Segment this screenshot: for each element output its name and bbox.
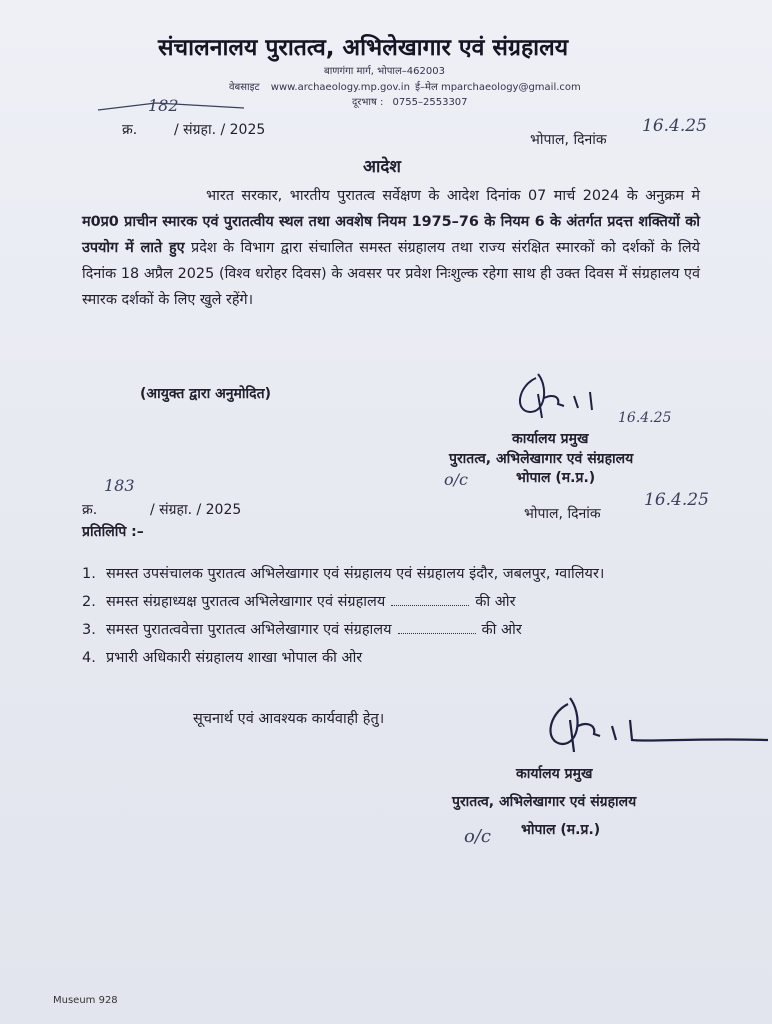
approval-note: (आयुक्त द्वारा अनुमोदित) bbox=[140, 386, 271, 402]
contact-line bbox=[229, 79, 581, 93]
order-body-rule-reference: म0प्र0 प्राचीन स्मारक एवं पुरातत्वीय स्थल तथा अवशेष नियम 1975–76 के नियम 6 के अंतर्गत प्रदत्त शक्तियों को उपयोग में लाते हुए bbox=[82, 214, 700, 256]
ref-suffix-2: / संग्रहा. / 2025 bbox=[150, 502, 242, 518]
phone-line bbox=[352, 94, 468, 108]
copy-heading: प्रतिलिपि :– bbox=[82, 524, 144, 540]
email-label: ई–मेल bbox=[415, 82, 438, 93]
ref-suffix-1: / संग्रहा. / 2025 bbox=[174, 122, 266, 138]
sig1-handwritten-note: o/c bbox=[444, 470, 468, 489]
copy-item-number: 1. bbox=[82, 566, 96, 582]
order-body bbox=[82, 183, 700, 313]
footer-code: Museum 928 bbox=[53, 995, 118, 1006]
sig1-city: भोपाल (म.प्र.) bbox=[516, 470, 596, 486]
copy-item-number: 3. bbox=[82, 622, 96, 638]
copy-item-text: समस्त पुरातत्ववेत्ता पुरातत्व अभिलेखागार एवं संग्रहालय bbox=[106, 622, 392, 638]
sig2-city: भोपाल (म.प्र.) bbox=[521, 822, 601, 838]
phone-label: दूरभाष : bbox=[352, 97, 384, 108]
date-label-1: भोपाल, दिनांक bbox=[530, 132, 607, 148]
order-body-part-1: भारत सरकार, भारतीय पुरातत्व सर्वेक्षण के आदेश दिनांक 07 मार्च 2024 के अनुक्रम मे bbox=[206, 188, 700, 204]
copy-list-item bbox=[82, 619, 762, 641]
copy-item-text: प्रभारी अधिकारी संग्रहालय शाखा भोपाल की ओर bbox=[106, 650, 363, 666]
order-body-part-3: प्रदेश के विभाग द्वारा संचालित समस्त संग्रहालय तथा राज्य संरक्षित स्मारकों को दर्शकों के लिये दिनांक 18 अप्रैल 2025 (विश्व धरोहर दिवस) के अवसर पर प्रवेश निःशुल्क रहेगा साथ ही उक्त दिवस में संग्रहालय एवं स्मारक दर्शकों के लिए खुले रहेंगे। bbox=[82, 240, 700, 308]
sig1-title: कार्यालय प्रमुख bbox=[512, 431, 589, 447]
website-link[interactable]: www.archaeology.mp.gov.in bbox=[270, 82, 410, 93]
office-address: बाणगंगा मार्ग, भोपाल–462003 bbox=[324, 66, 445, 77]
blank-fill-line bbox=[391, 605, 469, 606]
order-heading: आदेश bbox=[363, 157, 401, 177]
signature-2 bbox=[538, 690, 770, 760]
sig2-handwritten-note: o/c bbox=[464, 826, 491, 847]
handwritten-date-2: 16.4.25 bbox=[644, 490, 709, 510]
date-label-2: भोपाल, दिनांक bbox=[524, 506, 601, 522]
strike-line-1 bbox=[96, 100, 246, 120]
office-title: संचालनालय पुरातत्व, अभिलेखागार एवं संग्रहालय bbox=[158, 35, 569, 61]
copy-list-item bbox=[82, 563, 756, 585]
copy-list bbox=[82, 563, 762, 675]
handwritten-ref-number-2: 183 bbox=[104, 476, 135, 495]
copy-item-text: समस्त उपसंचालक पुरातत्व अभिलेखागार एवं संग्रहालय एवं संग्रहालय इंदौर, जबलपुर, ग्वालियर। bbox=[106, 566, 605, 582]
sig2-dept: पुरातत्व, अभिलेखागार एवं संग्रहालय bbox=[452, 794, 637, 810]
phone-number: 0755–2553307 bbox=[392, 97, 468, 108]
handwritten-date-1: 16.4.25 bbox=[642, 116, 707, 136]
ref-prefix-1: क्र. bbox=[122, 122, 138, 138]
copy-item-number: 4. bbox=[82, 650, 96, 666]
copy-item-text: समस्त संग्रहाध्यक्ष पुरातत्व अभिलेखागार एवं संग्रहालय bbox=[106, 594, 386, 610]
handwritten-date-sig-1: 16.4.25 bbox=[618, 410, 672, 426]
email-link[interactable]: mparchaeology@gmail.com bbox=[440, 82, 581, 93]
copy-list-item bbox=[82, 647, 762, 669]
copy-item-number: 2. bbox=[82, 594, 96, 610]
copy-item-tail: की ओर bbox=[481, 622, 522, 638]
handwritten-ref-number-1: 182 bbox=[148, 96, 179, 115]
closing-line: सूचनार्थ एवं आवश्यक कार्यवाही हेतु। bbox=[193, 711, 385, 727]
ref-prefix-2: क्र. bbox=[82, 502, 98, 518]
copy-item-tail: की ओर bbox=[475, 594, 516, 610]
blank-fill-line bbox=[398, 633, 476, 634]
sig2-title: कार्यालय प्रमुख bbox=[516, 766, 593, 782]
copy-list-item bbox=[82, 591, 762, 613]
sig1-dept: पुरातत्व, अभिलेखागार एवं संग्रहालय bbox=[449, 451, 634, 467]
website-label: वेबसाइट bbox=[229, 82, 260, 93]
